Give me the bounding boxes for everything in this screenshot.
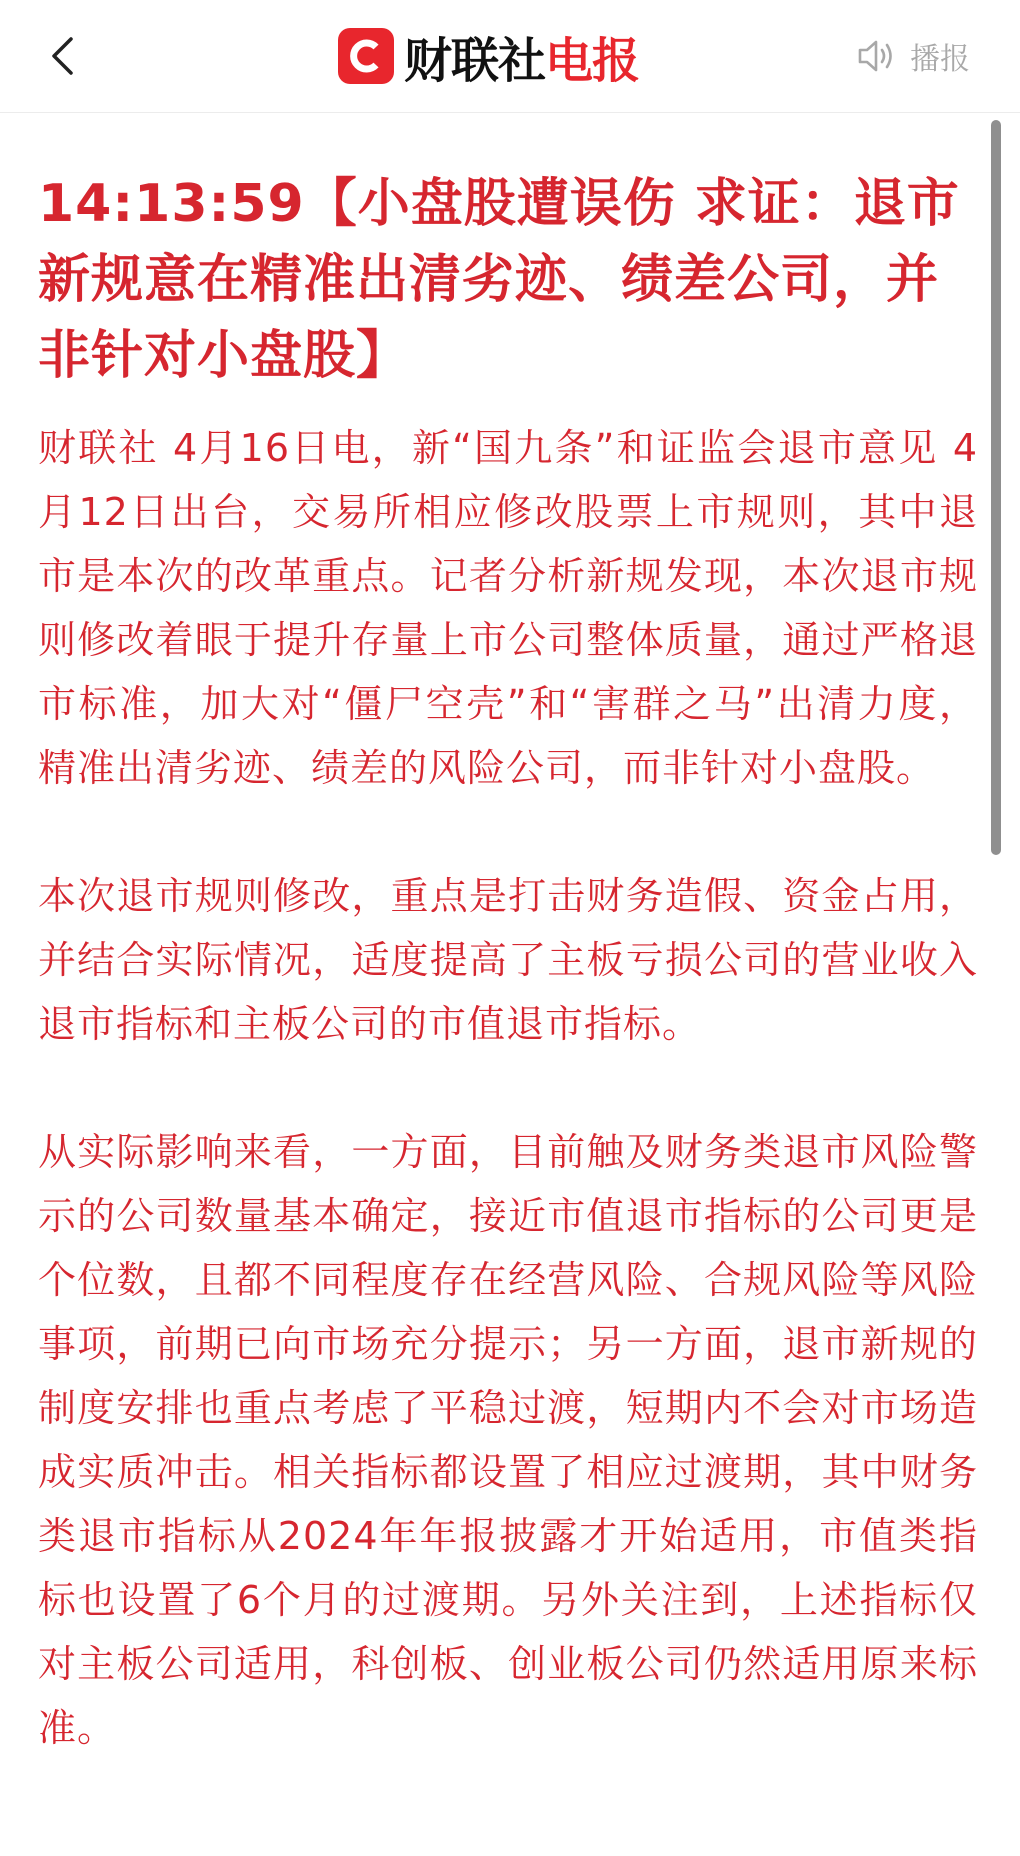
chevron-left-icon — [49, 36, 75, 76]
article-paragraph: 财联社 4月16日电，新“国九条”和证监会退市意见 4月12日出台，交易所相应修改股票上市规则，其中退市是本次的改革重点。记者分析新规发现，本次退市规则修改着眼于提升存量上市公司整体质量，通过严格退市标准，加大对“僵尸空壳”和“害群之马”出清力度，精准出清劣迹、绩差的风险公司，而非针对小盘股。 — [38, 426, 978, 790]
top-bar — [0, 0, 1020, 113]
logo-text-telegraph: 电报 — [545, 32, 640, 89]
article-paragraph: 本次退市规则修改，重点是打击财务造假、资金占用，并结合实际情况，适度提高了主板亏损公司的营业收入退市指标和主板公司的市值退市指标。 — [38, 874, 978, 1046]
cls-logo-icon — [338, 28, 394, 84]
article-headline — [38, 166, 978, 394]
article-paragraph: 从实际影响来看，一方面，目前触及财务类退市风险警示的公司数量基本确定，接近市值退市指标的公司更是个位数，且都不同程度存在经营风险、合规风险等风险事项，前期已向市场充分提示；另一方面，退市新规的制度安排也重点考虑了平稳过渡，短期内不会对市场造成实质冲击。相关指标都设置了相应过渡期，其中财务类退市指标从2024年年报披露才开始适用，市值类指标也设置了6个月的过渡期。另外关注到，上述指标仅对主板公司适用，科创板、创业板公司仍然适用原来标准。 — [38, 1130, 978, 1750]
back-button[interactable] — [40, 28, 84, 84]
article-content — [38, 166, 978, 1824]
article-title: 【小盘股遭误伤 求证：退市新规意在精准出清劣迹、绩差公司，并非针对小盘股】 — [38, 174, 960, 386]
logo-text-brand: 财联社 — [404, 32, 546, 89]
broadcast-label: 播报 — [910, 42, 970, 77]
article-time: 14:13:59 — [38, 174, 305, 234]
scrollbar[interactable] — [991, 120, 1001, 855]
speaker-icon — [856, 38, 898, 74]
app-logo — [338, 26, 640, 89]
broadcast-button[interactable] — [856, 34, 970, 78]
